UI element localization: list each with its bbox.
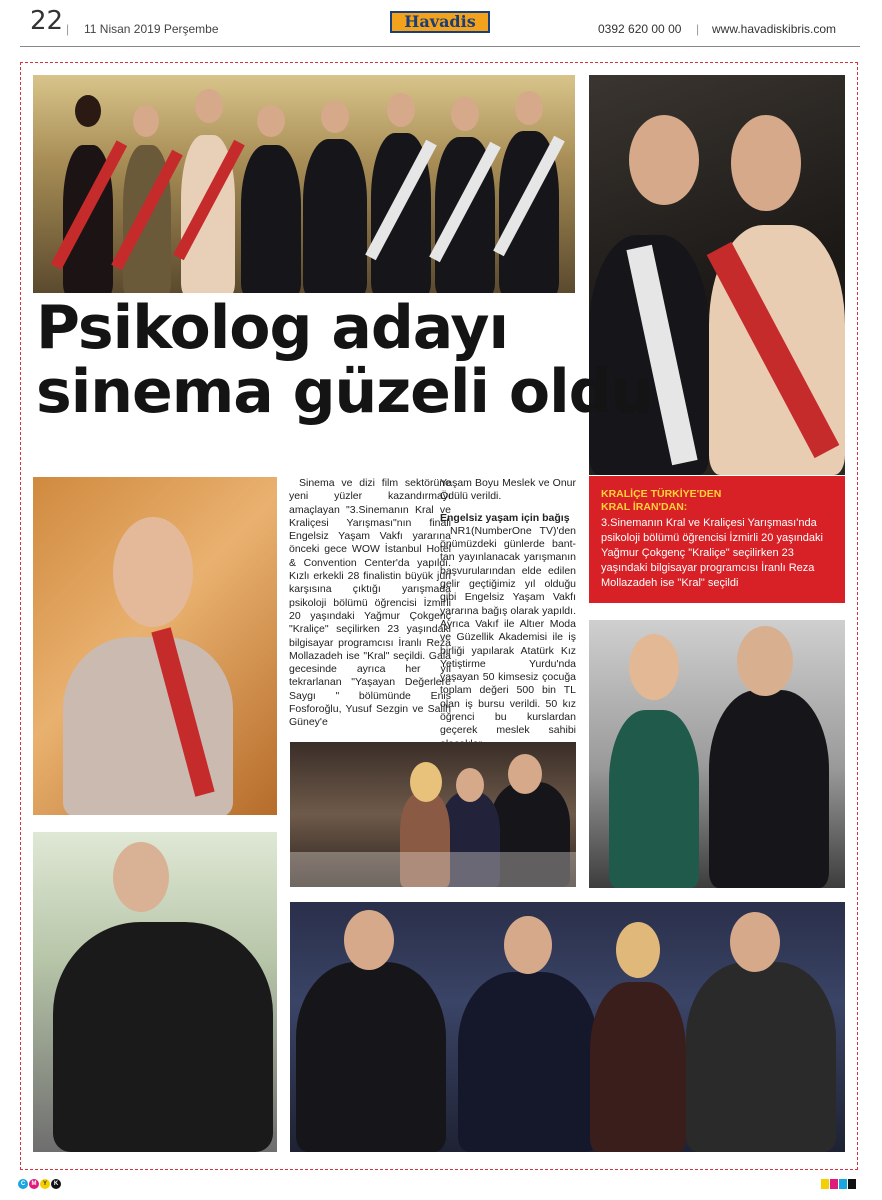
headline-line-2: sinema güzeli oldu (36, 357, 653, 427)
header-separator: | (66, 22, 70, 36)
color-bars (820, 1176, 856, 1194)
cyan-bar (839, 1179, 847, 1189)
havadis-logo: Havadis (390, 11, 490, 33)
yellow-bar (821, 1179, 829, 1189)
website-link[interactable]: www.havadiskibris.com (712, 22, 837, 36)
honoree-stage-photo (33, 832, 277, 1152)
jury-photo (290, 742, 576, 887)
article-paragraph: NR1(NumberOne TV)'den önümüzdeki günlerde banttan yayınlanacak yarışmanın başvurularından elde edilen gelir geçtiğimiz yıl olduğu gibi Engelsiz Yaşam Vakfı yararına bağış olarak yapıldı. Ayrıca Vakıf ile Altıer Moda ve Güzellik Akademisi ile iş birliği yapılarak Atatürk Kız Yetiştirme Yurdu'nda yaşayan 50 kimsesiz çocuğa toplam değeri 500 bin TL olan iş bursu verildi. 50 kız öğrenci bu kurslardan geçerek meslek sahibi (440, 524, 576, 737)
sidebar-box (589, 476, 845, 603)
sidebar-heading-1: KRALİÇE TÜRKİYE'DEN (601, 488, 722, 500)
magenta-mark: M (29, 1179, 39, 1189)
cyan-mark: C (18, 1179, 28, 1189)
group-photo (33, 75, 575, 293)
header-separator-2: | (696, 22, 700, 36)
queen-portrait-photo (33, 477, 277, 815)
sidebar-body: 3.Sinemanın Kral ve Kraliçesi Yarışması'nda psikoloji bölümü öğrencisi İzmirli 20 yaşındaki Yağmur Çokgenç "Kraliçe" seçilirken 23 yaşındaki bilgisayar programcısı İranlı Reza Mollazadeh ise "Kral" seçildi (601, 517, 823, 589)
issue-date: 11 Nisan 2019 Perşembe (84, 22, 219, 36)
article-paragraph: Yaşam Boyu Meslek ve Onur Ödülü verildi. (440, 477, 576, 503)
phone-number: 0392 620 00 00 (598, 22, 682, 36)
headline-line-1: Psikolog adayı (36, 293, 509, 363)
cmyk-marks (18, 1175, 62, 1193)
article-subheading: Engelsiz yaşam için bağış (440, 511, 570, 524)
page-number: 22 (30, 6, 64, 36)
article-paragraph: Sinema ve dizi film sektörüne yeni yüzler kazandırmayı amaçlayan "3.Sinemanın Kral ve Kraliçesi Yarışması"nın finali Engelsiz Yaşam Vakfı yararına önceki gece WOW İstanbul Hotel & Convention Center'da yapıldı. Kızlı erkekli 28 finalistin büyük jüri karşısına çıktığı yarışmada psikoloji bölümü öğrencisi İzmirli 20 yaşındaki Yağmur Çokgenç "Kraliçe" seçilirken 23 yaşındaki bilgisayar programcısı İranlı Reza Mollazadeh ise "Kral" seçildi. Gala gecesinde ayrıca her yıl tekrarlanan "Yaşayan Değerlere Saygı " bölümünde Enis Fosforoğlu, Yusuf Sezgin ve Salih Güney'e (289, 477, 451, 729)
yellow-mark: Y (40, 1179, 50, 1189)
sidebar-heading-2: KRAL İRAN'DAN: (601, 501, 688, 513)
header-rule (20, 46, 860, 47)
article-column-2 (440, 477, 576, 757)
article-column-1 (289, 477, 451, 736)
black-mark: K (51, 1179, 61, 1189)
black-bar (848, 1179, 856, 1189)
headline (36, 293, 796, 427)
award-winners-photo (290, 902, 845, 1152)
magenta-bar (830, 1179, 838, 1189)
guests-photo (589, 620, 845, 888)
